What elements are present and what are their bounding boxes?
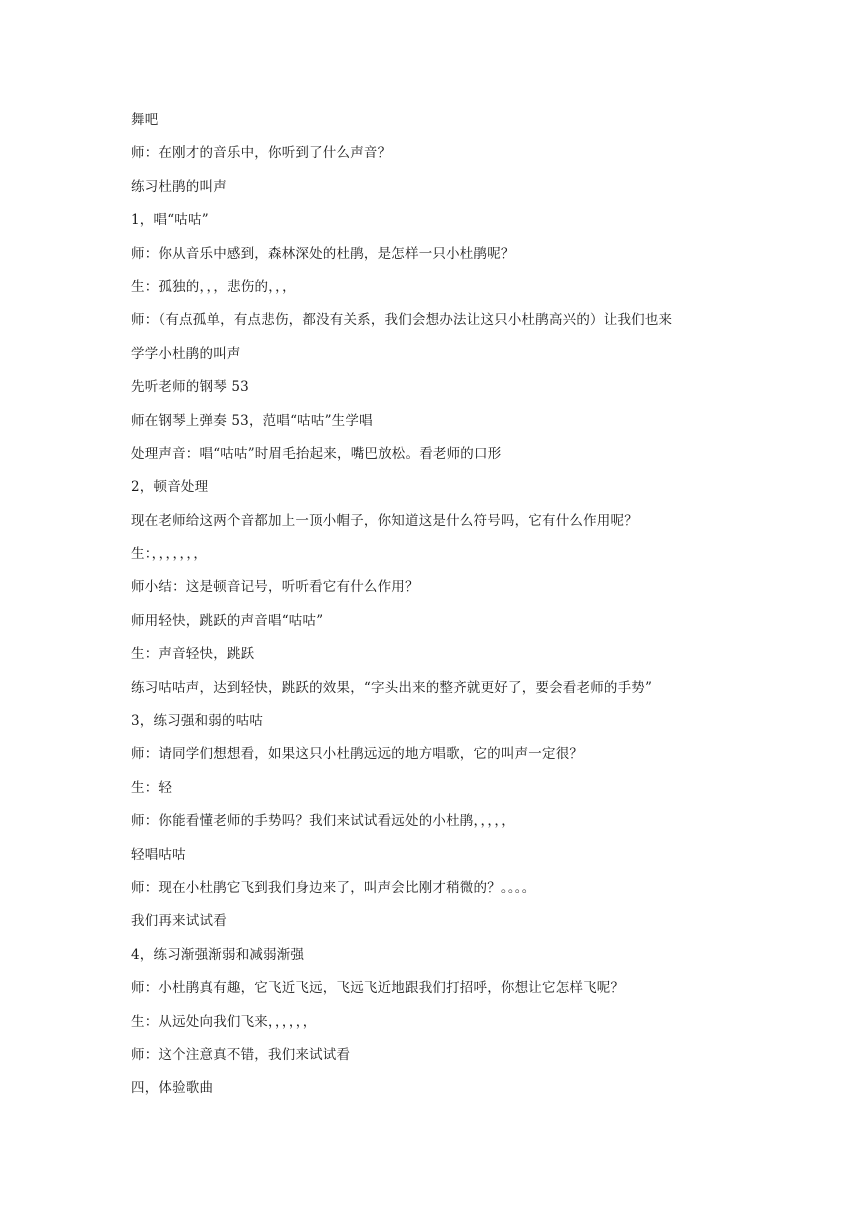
text-line: 生：孤独的，，，悲伤的，，， (131, 278, 296, 295)
text-line: 1，唱“咕咕” (131, 212, 209, 229)
text-line: 现在老师给这两个音都加上一顶小帽子，你知道这是什么符号吗，它有什么作用呢？ (131, 512, 638, 529)
text-line: 师：这个注意真不错，我们来试试看 (131, 1046, 351, 1063)
text-line: 舞吧 (131, 112, 159, 128)
text-line: 4，练习渐强渐弱和减弱渐强 (131, 946, 305, 963)
text-line: 我们再来试试看 (131, 913, 227, 930)
text-line: 生：从远处向我们飞来，，，，，， (131, 1013, 317, 1030)
document-body (131, 110, 751, 1112)
text-line: 先听老师的钢琴 53 (131, 379, 249, 396)
text-line: 师：你从音乐中感到，森林深处的杜鹃，是怎样一只小杜鹃呢？ (131, 245, 515, 262)
text-line: 轻唱咕咕 (131, 846, 186, 863)
text-line: 生：轻 (131, 779, 173, 796)
text-line: 师：小杜鹃真有趣，它飞近飞远，飞远飞近地跟我们打招呼，你想让它怎样飞呢？ (131, 980, 625, 997)
text-line: 四，体验歌曲 (131, 1080, 214, 1097)
text-line: 练习咕咕声，达到轻快，跳跃的效果，“字头出来的整齐就更好了，要会看老师的手势” (131, 679, 653, 696)
text-line: 师在钢琴上弹奏 53，范唱“咕咕”生学唱 (131, 412, 373, 429)
text-line: 处理声音：唱“咕咕”时眉毛抬起来，嘴巴放松。看老师的口形 (131, 445, 502, 462)
text-line: 练习杜鹃的叫声 (131, 178, 227, 195)
text-line: 师：请同学们想想看，如果这只小杜鹃远远的地方唱歌，它的叫声一定很？ (131, 746, 584, 763)
text-line: 师：在刚才的音乐中，你听到了什么声音？ (131, 145, 392, 162)
text-line: 师用轻快，跳跃的声音唱“咕咕” (131, 612, 324, 629)
text-line: 2，顿音处理 (131, 479, 209, 496)
text-line: 3，练习强和弱的咕咕 (131, 713, 264, 730)
text-line: 生：，，，，，，， (131, 546, 208, 563)
text-line: 生：声音轻快，跳跃 (131, 646, 255, 663)
text-line: 学学小杜鹃的叫声 (131, 345, 241, 362)
text-line: 师小结：这是顿音记号，听听看它有什么作用？ (131, 579, 419, 596)
text-line: 师：现在小杜鹃它飞到我们身边来了，叫声会比刚才稍微的？。。。。 (131, 879, 536, 896)
text-line: 师：（有点孤单，有点悲伤，都没有关系，我们会想办法让这只小杜鹃高兴的）让我们也来 (131, 312, 673, 329)
text-line: 师：你能看懂老师的手势吗？我们来试试看远处的小杜鹃，，，，， (131, 813, 515, 830)
